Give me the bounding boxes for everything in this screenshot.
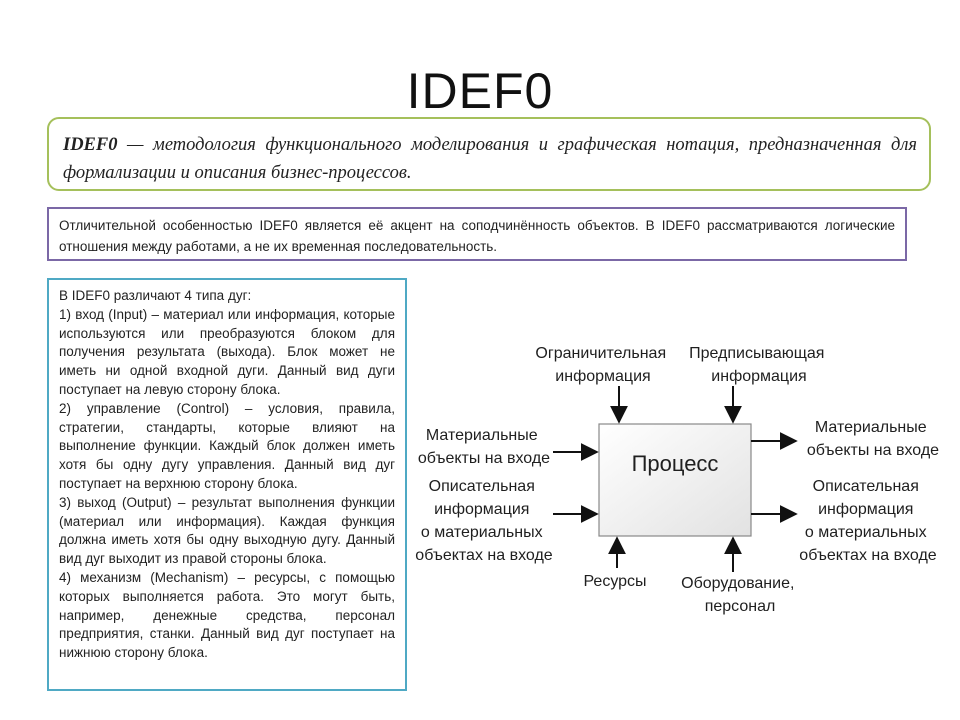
arc-type-input: 1) вход (Input) – материал или информация, которые используются или преобразуются блоком для получения результата (выхода). Блок может не иметь ни одной входной дуги. Данный вид дуги поступает на левую сторону блока. (59, 306, 395, 397)
output-top-label: Материальные объекты на входе (806, 419, 940, 459)
output-bottom-label: Описательная информация о материальных объектах на входе (799, 478, 937, 564)
arc-type-control: 2) управление (Control) – условия, правила, стратегии, стандарты, которые влияют на выполнение функции. Каждый блок должен иметь хотя бы одну дугу управления. Данный вид дуг поступает на верхнюю сторону блока. (59, 400, 395, 491)
arc-type-mechanism: 4) механизм (Mechanism) – ресурсы, с помощью которых выполняется работа. Это могут быть, например, денежные средства, персонал предприятия, станки. Данный вид дуг поступает на нижнюю сторону блока. (59, 569, 395, 661)
arc-types-intro: В IDEF0 различают 4 типа дуг: (59, 288, 252, 303)
process-block (599, 424, 751, 536)
idef0-diagram (410, 330, 960, 630)
mechanism-right-label: Оборудование, персонал (681, 575, 795, 615)
definition-term: IDEF0 (63, 135, 118, 155)
arc-types-box (47, 278, 407, 691)
process-label: Процесс (631, 451, 719, 476)
arc-type-output: 3) выход (Output) – результат выполнения функции (материал или информация). Каждая функция должна иметь хотя бы одну выходную дугу. Данный вид дуг выходит из правой стороны блока. (59, 494, 395, 567)
page-title: IDEF0 (406, 63, 554, 119)
mechanism-left-label: Ресурсы (583, 573, 647, 590)
control-left-label: Ограничительная информация (535, 345, 667, 385)
control-right-label: Предписывающая информация (689, 345, 825, 385)
feature-box: Отличительной особенностью IDEF0 является её акцент на соподчинённость объектов. В IDEF0 рассматриваются логические отношения между работами, а не их временная последовательность. (47, 207, 907, 261)
input-top-label: Материальные объекты на входе (417, 427, 551, 467)
input-bottom-label: Описательная информация о материальных объектах на входе (415, 478, 553, 564)
definition-box (47, 117, 931, 191)
definition-text: — методология функционального моделирования и графическая нотация, предназначенная для формализации и описания бизнес-процессов. (63, 135, 917, 183)
